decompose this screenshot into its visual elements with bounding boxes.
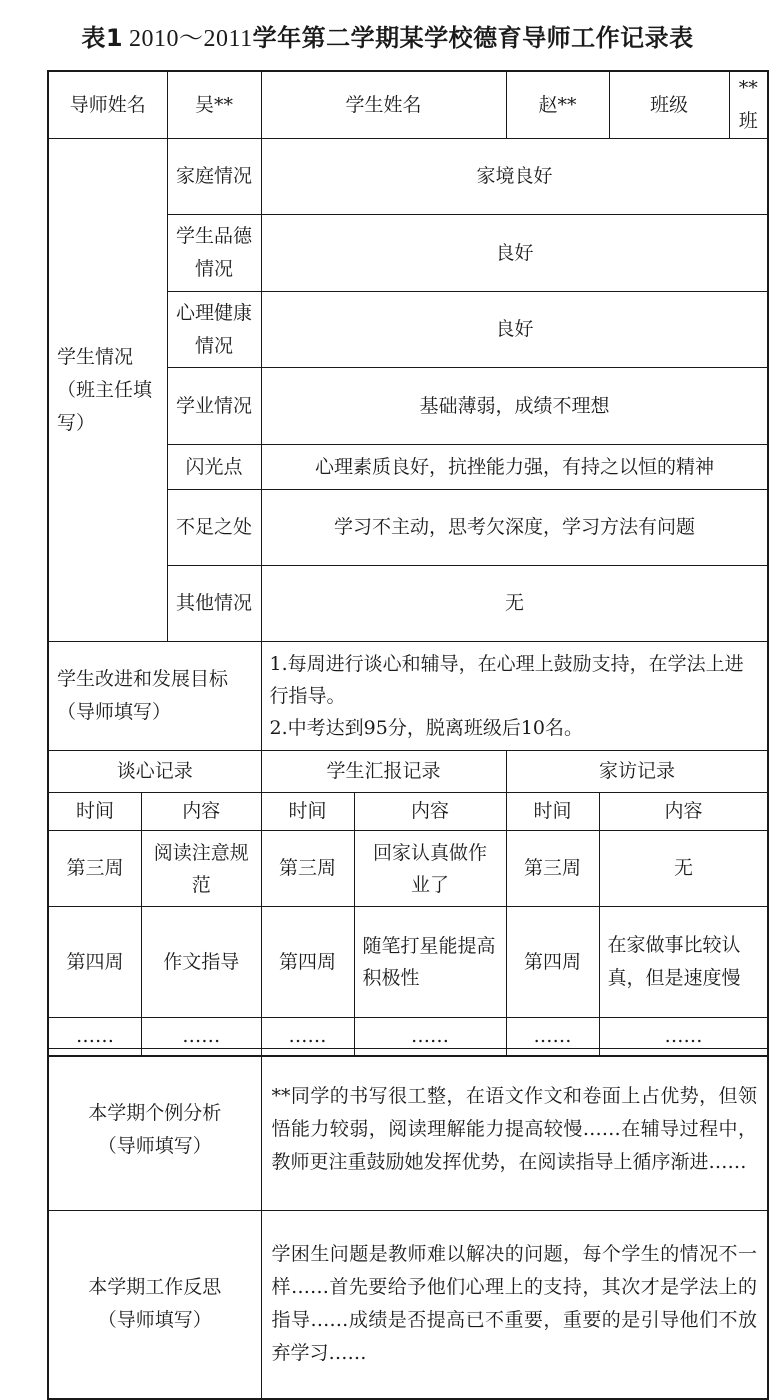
records-column-row bbox=[48, 793, 768, 831]
talk-cols bbox=[48, 793, 261, 831]
student-name-label: 学生姓名 bbox=[261, 71, 506, 139]
talk-time-header: 时间 bbox=[49, 793, 142, 830]
info-value-family: 家境良好 bbox=[261, 139, 768, 215]
analysis-label: 本学期个例分析 bbox=[88, 1101, 222, 1124]
goal-line-2: 2.中考达到95分，脱离班级后10名。 bbox=[269, 717, 583, 739]
visit-content: 无 bbox=[674, 857, 694, 879]
info-value-other: 无 bbox=[261, 566, 768, 642]
info-label-family: 家庭情况 bbox=[167, 139, 261, 215]
talk-row-2 bbox=[48, 907, 261, 1018]
info-label-morality: 学生品德情况 bbox=[167, 215, 261, 292]
analysis-sub-label: （导师填写） bbox=[97, 1134, 212, 1157]
table-row bbox=[48, 907, 768, 1018]
reflection-label-cell bbox=[48, 1211, 261, 1399]
report-time: …… bbox=[262, 1018, 355, 1055]
info-label-mental: 心理健康情况 bbox=[167, 292, 261, 368]
reflection-label: 本学期工作反思 bbox=[88, 1276, 222, 1299]
talk-content-header: 内容 bbox=[182, 800, 221, 822]
visit-record-heading: 家访记录 bbox=[506, 751, 768, 793]
visit-content: …… bbox=[664, 1025, 703, 1047]
record-table bbox=[47, 70, 769, 1057]
report-content: 随笔打星能提高积极性 bbox=[362, 935, 496, 989]
talk-time: 第四周 bbox=[49, 907, 142, 1017]
info-label-academic: 学业情况 bbox=[167, 368, 261, 445]
reflection-sub-label: （导师填写） bbox=[97, 1309, 212, 1332]
visit-content: 在家做事比较认真，但是速度慢 bbox=[607, 934, 741, 989]
report-record-heading: 学生汇报记录 bbox=[261, 751, 506, 793]
talk-content: 阅读注意规范 bbox=[153, 841, 249, 896]
info-label-weakness: 不足之处 bbox=[167, 490, 261, 566]
info-label-other: 其他情况 bbox=[167, 566, 261, 642]
class-value-cell bbox=[609, 71, 768, 139]
table-number: 表1 bbox=[81, 24, 124, 52]
report-time: 第四周 bbox=[262, 907, 355, 1017]
visit-row-1 bbox=[506, 831, 768, 907]
header-row bbox=[48, 71, 768, 139]
goals-label: 学生改进和发展目标（导师填写） bbox=[48, 642, 261, 751]
info-value-morality: 良好 bbox=[261, 215, 768, 292]
report-row-1 bbox=[261, 831, 506, 907]
tutor-name-value: 吴** bbox=[167, 71, 261, 139]
class-label: 班级 bbox=[610, 72, 730, 138]
talk-row-1 bbox=[48, 831, 261, 907]
reflection-row bbox=[48, 1211, 768, 1399]
info-label-highlight: 闪光点 bbox=[167, 445, 261, 490]
title-text: 学年第二学期某学校德育导师工作记录表 bbox=[252, 24, 694, 52]
goal-line-1: 1.每周进行谈心和辅导，在心理上鼓励支持，在学法上进行指导。 bbox=[269, 653, 744, 707]
visit-content-header: 内容 bbox=[664, 800, 703, 822]
analysis-row bbox=[48, 1049, 768, 1211]
talk-content: 作文指导 bbox=[163, 950, 240, 973]
talk-content: …… bbox=[182, 1025, 221, 1047]
class-subtable bbox=[610, 72, 768, 138]
report-row-2 bbox=[261, 907, 506, 1018]
info-value-weakness: 学习不主动，思考欠深度，学习方法有问题 bbox=[261, 490, 768, 566]
student-info-group-label: 学生情况（班主任填写） bbox=[48, 139, 167, 642]
analysis-text: **同学的书写很工整，在语文作文和卷面上占优势，但领悟能力较弱，阅读理解能力提高较慢……在辅导过程中，教师更注重鼓励她发挥优势，在阅读指导上循序渐进…… bbox=[261, 1049, 768, 1211]
visit-time: 第三周 bbox=[507, 831, 600, 906]
report-content-header: 内容 bbox=[411, 800, 450, 822]
class-value: **班 bbox=[738, 77, 758, 132]
visit-row-2 bbox=[506, 907, 768, 1018]
visit-time-header: 时间 bbox=[507, 793, 600, 830]
visit-time: …… bbox=[507, 1018, 600, 1055]
report-time: 第三周 bbox=[262, 831, 355, 906]
info-value-mental: 良好 bbox=[261, 292, 768, 368]
table-row bbox=[48, 831, 768, 907]
talk-time: 第三周 bbox=[49, 831, 142, 906]
reflection-text: 学困生问题是教师难以解决的问题，每个学生的情况不一样……首先要给予他们心理上的支持，其次才是学法上的指导……成绩是否提高已不重要，重要的是引导他们不放弃学习…… bbox=[261, 1211, 768, 1399]
visit-cols bbox=[506, 793, 768, 831]
report-time-header: 时间 bbox=[262, 793, 355, 830]
analysis-label-cell bbox=[48, 1049, 261, 1211]
talk-record-heading: 谈心记录 bbox=[48, 751, 261, 793]
report-content: …… bbox=[411, 1025, 450, 1047]
goals-content bbox=[261, 642, 768, 751]
student-name-value: 赵** bbox=[506, 71, 609, 139]
summary-table bbox=[47, 1048, 769, 1400]
talk-time: …… bbox=[49, 1018, 142, 1055]
title-years: 2010～2011 bbox=[129, 26, 253, 52]
report-content: 回家认真做作业了 bbox=[373, 841, 488, 896]
table-title bbox=[0, 18, 775, 53]
records-section-row bbox=[48, 751, 768, 793]
info-value-academic: 基础薄弱，成绩不理想 bbox=[261, 368, 768, 445]
info-value-highlight: 心理素质良好，抗挫能力强，有持之以恒的精神 bbox=[261, 445, 768, 490]
tutor-name-label: 导师姓名 bbox=[48, 71, 167, 139]
visit-time: 第四周 bbox=[507, 907, 600, 1017]
report-cols bbox=[261, 793, 506, 831]
